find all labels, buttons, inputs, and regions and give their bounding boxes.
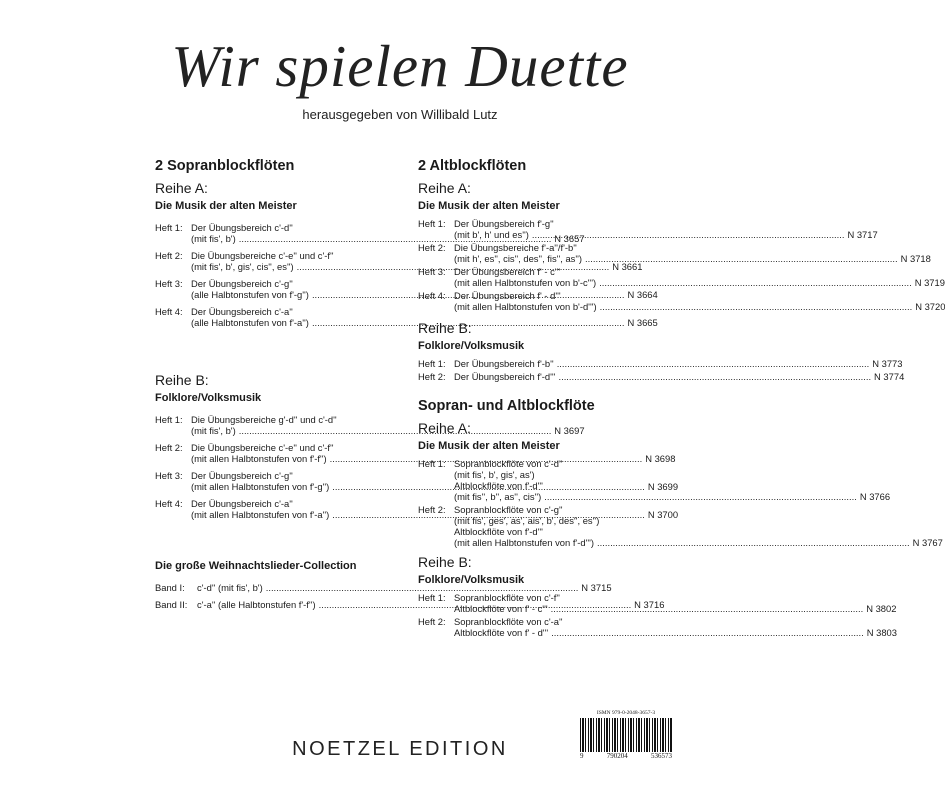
catalog-number: N 3664 (627, 289, 658, 300)
entry-label: Heft 1: (418, 592, 446, 603)
barcode-digits-mid: 790204 (606, 752, 628, 760)
catalog-entry (418, 218, 878, 240)
entry-label: Heft 3: (155, 470, 183, 481)
entry-description: Sopranblockflöte von c'-g'' (454, 504, 563, 515)
ismn-number: ISMN 979-0-2048-3657-3 (596, 710, 656, 716)
entry-description: Der Übungsbereich f' - d''' (454, 290, 561, 301)
catalog-entry (418, 616, 897, 638)
entry-label: Heft 1: (418, 458, 446, 469)
entry-label: Heft 2: (418, 371, 446, 382)
entry-description: c'-a'' (alle Halbtonstufen f'-f'') (197, 599, 316, 610)
entry-description: Die Übungsbereiche g'-d'' und c'-d'' (191, 414, 337, 425)
entry-range: (mit allen Halbtonstufen von f'-f'') (191, 453, 327, 464)
catalog-entry (418, 266, 945, 288)
collection-subtitle: Die große Weihnachtslieder-Collection (155, 560, 357, 572)
entry-label: Heft 4: (418, 290, 446, 301)
catalog-number: N 3774 (874, 371, 905, 382)
entry-range: (mit allen Halbtonstufen von f'-g'') (191, 481, 330, 492)
entry-description: Sopranblockflöte von c'-a'' (454, 616, 563, 627)
entry-description: Sopranblockflöte von c'-f'' (454, 592, 560, 603)
section-heading: 2 Sopranblockflöten (155, 158, 295, 174)
catalog-number: N 3715 (581, 582, 612, 593)
entry-description: Der Übungsbereich c'-a'' (191, 498, 293, 509)
entry-description: Altblockflöte von f' - d''' (454, 627, 549, 638)
entry-range: (alle Halbtonstufen von f'-a'') (191, 317, 309, 328)
barcode-digit-left: 9 (580, 752, 584, 760)
entry-description: Der Übungsbereich f' - c''' (454, 266, 561, 277)
entry-label: Heft 2: (418, 616, 446, 627)
publisher-name: NOETZEL EDITION (292, 738, 508, 760)
entry-description: Altblockflöte von f'-d''' (454, 526, 543, 537)
barcode-digits-right: 536573 (651, 752, 672, 760)
barcode-bars-icon (580, 718, 672, 752)
catalog-entry (418, 371, 905, 382)
series-subtitle: Die Musik der alten Meister (155, 200, 297, 212)
entry-range: (mit h', es'', cis'', des'', fis'', as'') (454, 253, 583, 264)
series-subtitle: Folklore/Volksmusik (418, 340, 525, 352)
catalog-number: N 3697 (554, 425, 585, 436)
catalog-entry (418, 592, 897, 614)
page-title: Wir spielen Duette (171, 33, 629, 99)
catalog-entry (418, 290, 945, 312)
catalog-entry (418, 358, 903, 369)
catalog-number: N 3719 (914, 277, 945, 288)
entry-description: Die Übungsbereiche c'-e'' und c'-f'' (191, 442, 334, 453)
entry-label: Heft 2: (418, 242, 446, 253)
series-label: Reihe B: (418, 554, 472, 570)
entry-label: Heft 2: (155, 250, 183, 261)
entry-description: Der Übungsbereich c'-d'' (191, 222, 293, 233)
series-label: Reihe B: (155, 372, 209, 388)
entry-label: Heft 4: (155, 306, 183, 317)
entry-range: (mit fis'', b'', as'', cis'') (454, 491, 542, 502)
entry-description: c'-d'' (mit fis', b') (197, 582, 263, 593)
entry-label: Band II: (155, 599, 188, 610)
entry-description: Der Übungsbereich c'-g'' (191, 470, 293, 481)
section-heading: Sopran- und Altblockflöte (418, 398, 595, 414)
entry-range: (mit fis', b', gis', as') (454, 469, 535, 480)
catalog-number: N 3661 (612, 261, 643, 272)
series-label: Reihe B: (418, 320, 472, 336)
catalog-number: N 3665 (627, 317, 658, 328)
catalog-number: N 3802 (866, 603, 897, 614)
entry-range: (mit allen Halbtonstufen von b'-c''') (454, 277, 597, 288)
entry-label: Heft 2: (418, 504, 446, 515)
entry-range: (mit fis', b') (191, 233, 236, 244)
catalog-number: N 3699 (647, 481, 679, 492)
catalog-number: N 3716 (634, 599, 665, 610)
catalog-number: N 3698 (645, 453, 676, 464)
entry-description: Der Übungsbereich c'-g'' (191, 278, 293, 289)
entry-label: Heft 1: (418, 218, 446, 229)
entry-label: Heft 4: (155, 498, 183, 509)
entry-label: Heft 1: (155, 414, 183, 425)
catalog-number: N 3803 (866, 627, 897, 638)
entry-label: Heft 1: (418, 358, 446, 369)
catalog-number: N 3657 (554, 233, 585, 244)
entry-range: (mit b', h' und es'') (454, 229, 529, 240)
entry-label: Heft 1: (155, 222, 183, 233)
entry-description: Der Übungsbereich f'-b'' (454, 358, 554, 369)
series-subtitle: Folklore/Volksmusik (155, 392, 262, 404)
catalog-number: N 3717 (847, 229, 878, 240)
entry-range: (mit allen Halbtonstufen von f'-a'') (191, 509, 330, 520)
entry-description: Altblockflöte von f' - c''' (454, 603, 548, 614)
series-subtitle: Die Musik der alten Meister (418, 440, 560, 452)
entry-description: Der Übungsbereich f'-d''' (454, 371, 556, 382)
entry-range: (mit allen Halbtonstufen von b'-d''') (454, 301, 597, 312)
entry-label: Heft 3: (155, 278, 183, 289)
catalog-number: N 3767 (912, 537, 943, 548)
entry-range: (mit fis', b') (191, 425, 236, 436)
catalog-number: N 3720 (915, 301, 945, 312)
entry-description: Der Übungsbereich f'-g'' (454, 218, 554, 229)
entry-description: Sopranblockflöte von c'-d'' (454, 458, 563, 469)
series-subtitle: Folklore/Volksmusik (418, 574, 525, 586)
catalog-number: N 3773 (872, 358, 903, 369)
series-label: Reihe A: (418, 420, 471, 436)
editor-credit: herausgegeben von Willibald Lutz (302, 107, 498, 122)
entry-range: (mit fis', b', gis', cis'', es'') (191, 261, 294, 272)
entry-range: (mit fis', ges', as', ais', b', des'', es'') (454, 515, 600, 526)
entry-description: Die Übungsbereiche f'-a''/f'-b'' (454, 242, 577, 253)
catalog-number: N 3766 (859, 491, 891, 502)
series-subtitle: Die Musik der alten Meister (418, 200, 560, 212)
entry-label: Heft 3: (418, 266, 446, 277)
entry-range: (mit allen Halbtonstufen von f'-d''') (454, 537, 595, 548)
barcode (580, 710, 672, 760)
series-label: Reihe A: (155, 180, 208, 196)
catalog-number: N 3718 (900, 253, 931, 264)
entry-description: Altblockflöte von f'-d''' (454, 480, 543, 491)
entry-label: Band I: (155, 582, 185, 593)
series-label: Reihe A: (418, 180, 471, 196)
entry-description: Der Übungsbereich c'-a'' (191, 306, 293, 317)
catalog-entry (155, 582, 612, 593)
section-heading: 2 Altblockflöten (418, 158, 527, 174)
entry-label: Heft 2: (155, 442, 183, 453)
entry-description: Die Übungsbereiche c'-e'' und c'-f'' (191, 250, 334, 261)
catalog-entry (418, 242, 931, 264)
entry-range: (alle Halbtonstufen von f'-g'') (191, 289, 309, 300)
catalog-number: N 3700 (647, 509, 679, 520)
